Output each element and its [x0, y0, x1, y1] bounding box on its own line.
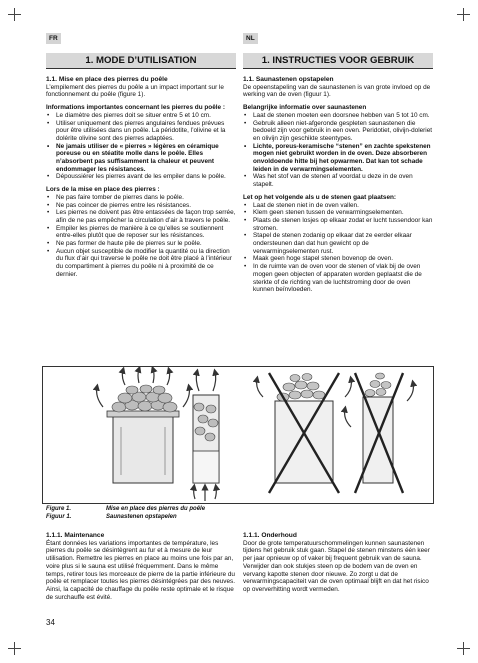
subsection-heading: 1.1. Saunastenen opstapelen: [243, 76, 334, 83]
placement-list: [243, 202, 433, 294]
list-item: • Lichte, poreus-keramische “stenen” en zachte spekstenen mogen niet gebruikt worden in de oven. Deze absorberen onvoldoende hitte bij het opwarmen. Dat kan tot schade leiden in de verwarmingselementen.: [243, 143, 433, 174]
list-item: • Stapel de stenen zodanig op elkaar dat ze eerder elkaar ondersteunen dan dat hun gewicht op de verwarmingselementen rust.: [243, 232, 433, 255]
stove-incorrect-1: [257, 373, 352, 493]
list-item: • Ne pas faire tomber de pierres dans le poêle.: [46, 194, 236, 202]
stove-correct-wide: [97, 369, 190, 483]
stone-stacking-figure: [42, 366, 434, 504]
list-item: • Gebruik alleen niet-afgeronde gespleten saunastenen die bedoeld zijn voor gebruik in een oven. Peridotiet, olivijn-doleriet en olivijn zijn geschikte steentypes.: [243, 120, 433, 143]
language-tag-nl: NL: [243, 33, 258, 44]
list-item: • Utiliser uniquement des pierres angulaires fendues prévues pour être utilisées dans un poêle. La péridotite, l’olivine et la dolérite olivine sont des pierres adaptées.: [46, 120, 236, 143]
placement-heading: Let op het volgende als u de stenen gaat plaatsen:: [243, 193, 397, 201]
placement-heading: Lors de la mise en place des pierres :: [46, 186, 160, 194]
list-item: • Ne jamais utiliser de « pierres » légères en céramique poreuse ou en stéatite molle dans le poêle. Elles n’absorbent pas suffisamment la chaleur et peuvent endommager les résistances.: [46, 143, 236, 174]
intro-paragraph: De opeenstapeling van de saunastenen is van grote invloed op de werking van de oven (figuur 1).: [243, 83, 431, 99]
stove-illustration: [43, 367, 435, 505]
info-list: [46, 112, 236, 181]
caption-text-fr: Mise en place des pierres du poêle: [106, 506, 206, 512]
list-item: • Ne pas coincer de pierres entre les résistances.: [46, 202, 236, 210]
list-item: • Laat de stenen moeten een doorsnee hebben van 5 tot 10 cm.: [243, 112, 433, 120]
maintenance-paragraph: Étant données les variations importantes de température, les pierres du poêle se désintègrent au fur et à mesure de leur utilisation. Remettre les pierres en place au moins une fois par an, voire plus si le sauna est utilisé fréquemment. Dans le même temps, retirer tous les morceaux de pierre de la partie inférieure du poêle et remplacer toutes les pierres désintégrées par des neuves. Ainsi, la capacité de chauffage du poêle reste optimale et le risque de surchauffe est évité.: [46, 539, 235, 601]
list-item: • Was het stof van de stenen af voordat u deze in de oven stapelt.: [243, 173, 433, 188]
list-item: • Plaats de stenen losjes op elkaar zodat er lucht tussendoor kan stromen.: [243, 217, 433, 232]
caption-number-nl: Figuur 1.: [46, 513, 72, 520]
maintenance-nl: [243, 532, 433, 594]
list-item: • Laat de stenen niet in de oven vallen.: [243, 202, 433, 210]
stove-incorrect-2: [345, 373, 414, 493]
list-item: • Les pierres ne doivent pas être entassées de façon trop serrée, afin de ne pas empêcher la circulation d’air à travers le poêle.: [46, 209, 236, 224]
maintenance-paragraph: Door de grote temperatuurschommelingen kunnen saunastenen tijdens het gebruik stuk gaan. Stapel de stenen minstens één keer per jaar opnieuw op of vaker bij frequent gebruik van de sauna. Verwijder dan ook stukjes steen op de bodem van de oven en vervang kapotte stenen door nieuwe. Zo zorgt u dat de verwarmingscapaciteit van de oven optimaal blijft en dat het risico op oververhitting wordt vermeden.: [243, 539, 430, 593]
list-item: • Ne pas former de haute pile de pierres sur le poêle.: [46, 240, 236, 248]
info-heading: Informations importantes concernant les pierres du poêle :: [46, 104, 225, 112]
column-nl: [243, 76, 433, 294]
caption-text-nl: Saunastenen opstapelen: [106, 513, 177, 520]
list-item: • Klem geen stenen tussen de verwarmingselementen.: [243, 209, 433, 217]
info-list: [243, 112, 433, 189]
language-tag-fr: FR: [46, 33, 61, 44]
registration-mark: [457, 642, 470, 655]
section-title-fr: 1. MODE D’UTILISATION: [46, 53, 236, 69]
placement-list: [46, 194, 236, 279]
caption-number-fr: Figure 1.: [46, 506, 72, 512]
section-title-nl: 1. INSTRUCTIES VOOR GEBRUIK: [243, 53, 433, 69]
list-item: • Aucun objet susceptible de modifier la quantité ou la direction du flux d’air qui traverse le poêle ne doit être placé à l’intérieur du compartiment à pierres du poêle ni à proximité de ce dernier.: [46, 248, 236, 279]
info-heading: Belangrijke informatie over saunastenen: [243, 104, 367, 112]
stove-correct-tall: [193, 372, 219, 501]
maintenance-fr: [46, 532, 236, 601]
list-item: • Le diamètre des pierres doit se situer entre 5 et 10 cm.: [46, 112, 236, 120]
figure-caption: [46, 506, 205, 521]
subsection-heading: 1.1.1. Onderhoud: [243, 532, 297, 539]
subsection-heading: 1.1.1. Maintenance: [46, 532, 105, 539]
list-item: • Dépoussiérer les pierres avant de les empiler dans le poêle.: [46, 173, 236, 181]
intro-paragraph: L’empilement des pierres du poêle a un impact important sur le fonctionnement du poêle (figure 1).: [46, 83, 224, 99]
registration-mark: [457, 8, 470, 21]
list-item: • Maak geen hoge stapel stenen bovenop de oven.: [243, 255, 433, 263]
registration-mark: [8, 8, 21, 21]
page-number: 34: [46, 618, 55, 627]
list-item: • In de ruimte van de oven voor de stenen of vlak bij de oven mogen geen objecten of apparaten worden geplaatst die de sterkte of de richting van de luchtstroming door de oven kunnen beïnvloeden.: [243, 263, 433, 294]
subsection-heading: 1.1. Mise en place des pierres du poêle: [46, 76, 168, 83]
registration-mark: [8, 642, 21, 655]
column-fr: [46, 76, 236, 279]
list-item: • Empiler les pierres de manière à ce qu’elles se soutiennent entre-elles plutôt que de reposer sur les résistances.: [46, 225, 236, 240]
